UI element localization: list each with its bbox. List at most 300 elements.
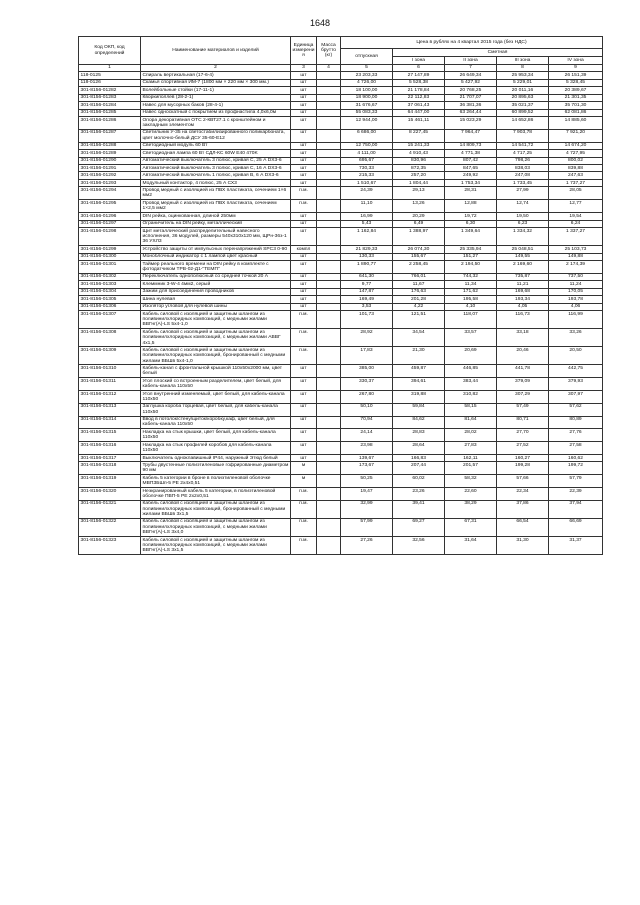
table-row — [79, 261, 603, 274]
cell-zone-3-price: 11,21 — [497, 281, 549, 288]
cell-code: 301-8156-01314 — [79, 416, 141, 429]
cell-release-price: 28,92 — [341, 329, 393, 347]
cell-unit: шт — [291, 142, 317, 149]
cell-mass — [317, 94, 341, 101]
cell-unit: шт — [291, 165, 317, 172]
cell-unit: шт — [291, 213, 317, 220]
cell-mass — [317, 179, 341, 186]
cell-code: 301-8156-01299 — [79, 246, 141, 253]
cell-zone-4-price: 1 737,27 — [549, 179, 603, 186]
cell-unit: м — [291, 475, 317, 488]
cell-code: 301-8156-01321 — [79, 500, 141, 518]
cell-name: Моноблочный индикатор с 1 лампой цвет красный — [141, 253, 291, 260]
table-row — [79, 487, 603, 500]
cell-zone-2-price: 36 381,36 — [445, 102, 497, 109]
cell-unit: шт — [291, 102, 317, 109]
cell-name: Накладка на стык крышки, цвет белый, для кабель-канала 110х50 — [141, 429, 291, 442]
cell-release-price: 17,83 — [341, 347, 393, 365]
cell-zone-3-price: 116,73 — [497, 311, 549, 329]
cell-unit: шт — [291, 273, 317, 280]
table-row — [79, 179, 603, 186]
cell-name: Накладка на стык профилей коробов для кабель-канала 110х50 — [141, 442, 291, 455]
cell-mass — [317, 500, 341, 518]
price-table-container — [78, 36, 603, 555]
cell-zone-2-price: 33,57 — [445, 329, 497, 347]
cell-zone-3-price: 27,52 — [497, 442, 549, 455]
cell-code: 301-8156-01316 — [79, 442, 141, 455]
cell-mass — [317, 416, 341, 429]
cell-zone-2-price: 27,83 — [445, 442, 497, 455]
cell-zone-2-price: 171,62 — [445, 288, 497, 295]
cell-mass — [317, 273, 341, 280]
cell-name: Провод медный с изоляцией из ПВХ пластиката, сечением 1×6 мм2 — [141, 187, 291, 200]
cell-zone-1-price: 11,67 — [393, 281, 445, 288]
cell-unit: п.м. — [291, 187, 317, 200]
column-index-cell: 6 — [393, 65, 445, 72]
cell-unit: шт — [291, 172, 317, 179]
cell-zone-3-price: 5 229,01 — [497, 79, 549, 86]
header-name: Наименование материалов и изделий — [141, 37, 291, 65]
cell-zone-4-price: 5 328,45 — [549, 79, 603, 86]
cell-zone-3-price: 735,87 — [497, 273, 549, 280]
cell-release-price: 31 676,67 — [341, 102, 393, 109]
column-index-row — [79, 65, 603, 72]
cell-zone-4-price: 27,76 — [549, 429, 603, 442]
cell-zone-3-price: 31,30 — [497, 536, 549, 554]
cell-zone-2-price: 310,82 — [445, 391, 497, 404]
cell-zone-2-price: 38,29 — [445, 500, 497, 518]
cell-unit: шт — [291, 72, 317, 79]
table-row — [79, 454, 603, 461]
cell-zone-2-price: 383,44 — [445, 378, 497, 391]
cell-code: 301-8156-01292 — [79, 172, 141, 179]
table-row — [79, 288, 603, 295]
cell-zone-4-price: 442,75 — [549, 365, 603, 378]
table-row — [79, 253, 603, 260]
cell-zone-1-price: 1 388,97 — [393, 227, 445, 245]
cell-zone-4-price: 35 701,30 — [549, 102, 603, 109]
table-row — [79, 200, 603, 213]
cell-zone-4-price: 11,24 — [549, 281, 603, 288]
cell-mass — [317, 442, 341, 455]
cell-name: Навес односкатный с покрытием из профнастила 4,0х6,0м — [141, 109, 291, 116]
cell-zone-1-price: 6,49 — [393, 220, 445, 227]
cell-name: Светодиодный модуль 60 Вт — [141, 142, 291, 149]
cell-zone-1-price: 121,51 — [393, 311, 445, 329]
cell-release-price: 70,94 — [341, 416, 393, 429]
cell-zone-3-price: 80,71 — [497, 416, 549, 429]
cell-unit: п.м. — [291, 500, 317, 518]
cell-mass — [317, 475, 341, 488]
cell-zone-4-price: 4,06 — [549, 303, 603, 310]
table-row — [79, 220, 603, 227]
cell-release-price: 101,73 — [341, 311, 393, 329]
cell-zone-3-price: 160,27 — [497, 454, 549, 461]
table-row — [79, 347, 603, 365]
cell-mass — [317, 220, 341, 227]
cell-zone-2-price: 151,27 — [445, 253, 497, 260]
table-row — [79, 227, 603, 245]
cell-zone-2-price: 67,31 — [445, 518, 497, 536]
table-row — [79, 378, 603, 391]
cell-release-price: 730,33 — [341, 165, 393, 172]
cell-zone-1-price: 29,13 — [393, 187, 445, 200]
cell-zone-4-price: 12,77 — [549, 200, 603, 213]
cell-zone-1-price: 2 258,45 — [393, 261, 445, 274]
table-row — [79, 129, 603, 142]
cell-zone-1-price: 26 074,30 — [393, 246, 445, 253]
cell-release-price: 55 083,33 — [341, 109, 393, 116]
cell-zone-1-price: 394,61 — [393, 378, 445, 391]
cell-zone-1-price: 1 804,44 — [393, 179, 445, 186]
cell-unit: шт — [291, 94, 317, 101]
cell-zone-3-price: 4,05 — [497, 303, 549, 310]
cell-zone-1-price: 201,28 — [393, 296, 445, 303]
cell-mass — [317, 87, 341, 94]
cell-name: Переключатель однополюсный со средней точкой 20 А — [141, 273, 291, 280]
cell-name: Трубы двустенные полиэтиленовые гофрированные диаметром 90 мм — [141, 462, 291, 475]
table-row — [79, 94, 603, 101]
cell-code: 301-8156-01310 — [79, 365, 141, 378]
cell-unit: шт — [291, 116, 317, 129]
table-row — [79, 102, 603, 109]
cell-name: Спираль вертикальная (17-6-4) — [141, 72, 291, 79]
table-row — [79, 429, 603, 442]
cell-zone-1-price: 20,29 — [393, 213, 445, 220]
cell-unit: шт — [291, 281, 317, 288]
cell-zone-2-price: 63 264,44 — [445, 109, 497, 116]
table-row — [79, 296, 603, 303]
cell-name: Провод медный с изоляцией из ПВХ пластиката, сечением 1×2,5 мм2 — [141, 200, 291, 213]
cell-zone-4-price: 27,58 — [549, 442, 603, 455]
cell-zone-2-price: 6,30 — [445, 220, 497, 227]
cell-zone-2-price: 847,65 — [445, 165, 497, 172]
cell-release-price: 130,33 — [341, 253, 393, 260]
cell-zone-1-price: 166,83 — [393, 454, 445, 461]
cell-mass — [317, 429, 341, 442]
cell-zone-2-price: 12,88 — [445, 200, 497, 213]
cell-zone-3-price: 57,66 — [497, 475, 549, 488]
table-row — [79, 79, 603, 86]
cell-name: Кворкиполлев (28-2-1) — [141, 94, 291, 101]
table-row — [79, 273, 603, 280]
cell-unit: п.м. — [291, 329, 317, 347]
cell-zone-3-price: 37,86 — [497, 500, 549, 518]
cell-mass — [317, 391, 341, 404]
table-row — [79, 416, 603, 429]
cell-zone-2-price: 22,60 — [445, 487, 497, 500]
cell-zone-3-price: 25 048,51 — [497, 246, 549, 253]
cell-code: 301-8156-01312 — [79, 391, 141, 404]
cell-zone-1-price: 22 112,83 — [393, 94, 445, 101]
cell-code: 301-8156-01298 — [79, 227, 141, 245]
cell-zone-4-price: 14 674,20 — [549, 142, 603, 149]
cell-zone-4-price: 31,37 — [549, 536, 603, 554]
cell-unit: шт — [291, 365, 317, 378]
cell-zone-4-price: 4 727,95 — [549, 150, 603, 157]
cell-unit: шт — [291, 179, 317, 186]
cell-release-price: 12 944,00 — [341, 116, 393, 129]
cell-zone-4-price: 193,78 — [549, 296, 603, 303]
cell-release-price: 1 510,67 — [341, 179, 393, 186]
cell-unit: шт — [291, 150, 317, 157]
cell-zone-1-price: 5 528,38 — [393, 79, 445, 86]
cell-unit: шт — [291, 253, 317, 260]
cell-mass — [317, 246, 341, 253]
cell-unit: компл — [291, 246, 317, 253]
header-unit: Единица измерения — [291, 37, 317, 65]
cell-zone-3-price: 27,99 — [497, 187, 549, 200]
cell-unit: шт — [291, 442, 317, 455]
cell-code: 301-8156-01283 — [79, 94, 141, 101]
cell-unit: шт — [291, 416, 317, 429]
cell-name: Автоматический выключатель 1 полюс, кривая В, 6 А DX3-6 — [141, 172, 291, 179]
cell-zone-1-price: 27 147,89 — [393, 72, 445, 79]
cell-zone-1-price: 257,20 — [393, 172, 445, 179]
cell-zone-3-price: 66,54 — [497, 518, 549, 536]
cell-zone-3-price: 7 903,78 — [497, 129, 549, 142]
cell-zone-4-price: 800,02 — [549, 157, 603, 164]
cell-zone-3-price: 169,68 — [497, 288, 549, 295]
cell-zone-4-price: 839,88 — [549, 165, 603, 172]
cell-release-price: 147,87 — [341, 288, 393, 295]
cell-unit: м — [291, 462, 317, 475]
cell-zone-3-price: 12,74 — [497, 200, 549, 213]
cell-zone-1-price: 13,26 — [393, 200, 445, 213]
table-row — [79, 72, 603, 79]
cell-zone-4-price: 80,89 — [549, 416, 603, 429]
cell-code: 301-8156-01304 — [79, 288, 141, 295]
cell-release-price: 18 100,00 — [341, 87, 393, 94]
cell-code: 301-8156-01286 — [79, 116, 141, 129]
cell-release-price: 6 686,00 — [341, 129, 393, 142]
cell-code: 301-8156-01282 — [79, 87, 141, 94]
cell-zone-1-price: 37 061,43 — [393, 102, 445, 109]
cell-code: 301-8156-01301 — [79, 261, 141, 274]
cell-zone-3-price: 19,50 — [497, 213, 549, 220]
cell-name: Выключатель одноклавишный IP44, наружный Этюд белый — [141, 454, 291, 461]
table-row — [79, 475, 603, 488]
cell-zone-4-price: 33,26 — [549, 329, 603, 347]
cell-zone-4-price: 19,54 — [549, 213, 603, 220]
cell-mass — [317, 200, 341, 213]
cell-code: 301-8156-01294 — [79, 187, 141, 200]
cell-code: 301-8156-01303 — [79, 281, 141, 288]
cell-mass — [317, 536, 341, 554]
cell-mass — [317, 347, 341, 365]
cell-zone-1-price: 39,41 — [393, 500, 445, 518]
column-index-cell: 2 — [141, 65, 291, 72]
cell-zone-2-price: 201,57 — [445, 462, 497, 475]
cell-zone-3-price: 57,49 — [497, 403, 549, 416]
cell-name: Автоматический выключатель 3 полюс, кривая С, 16 А DX3-6 — [141, 165, 291, 172]
cell-code: 301-8156-01291 — [79, 165, 141, 172]
cell-zone-2-price: 5 427,92 — [445, 79, 497, 86]
cell-zone-1-price: 64 447,00 — [393, 109, 445, 116]
table-row — [79, 157, 603, 164]
cell-zone-4-price: 20,50 — [549, 347, 603, 365]
cell-zone-4-price: 116,99 — [549, 311, 603, 329]
cell-release-price: 4 111,00 — [341, 150, 393, 157]
cell-code: 301-8156-01285 — [79, 109, 141, 116]
cell-code: 301-8156-01288 — [79, 142, 141, 149]
table-row — [79, 500, 603, 518]
cell-zone-3-price: 20,46 — [497, 347, 549, 365]
cell-zone-4-price: 21 301,35 — [549, 94, 603, 101]
cell-zone-1-price: 207,44 — [393, 462, 445, 475]
cell-zone-3-price: 199,28 — [497, 462, 549, 475]
cell-unit: шт — [291, 79, 317, 86]
cell-mass — [317, 102, 341, 109]
table-row — [79, 187, 603, 200]
header-zone-2: II зона — [445, 57, 497, 65]
cell-name: Угол внутренний изменяемый, цвет белый, для кабель-канала 110х50 — [141, 391, 291, 404]
cell-unit: шт — [291, 378, 317, 391]
cell-code: 301-8156-01302 — [79, 273, 141, 280]
cell-name: Автоматический выключатель 3 полюс, кривая С, 25 А DX3-6 — [141, 157, 291, 164]
cell-release-price: 24,14 — [341, 429, 393, 442]
cell-code: 118-0126 — [79, 79, 141, 86]
cell-zone-4-price: 379,93 — [549, 378, 603, 391]
cell-zone-4-price: 170,05 — [549, 288, 603, 295]
cell-zone-4-price: 57,62 — [549, 403, 603, 416]
cell-zone-2-price: 249,92 — [445, 172, 497, 179]
table-row — [79, 165, 603, 172]
cell-zone-1-price: 872,35 — [393, 165, 445, 172]
cell-zone-2-price: 15 023,29 — [445, 116, 497, 129]
table-row — [79, 311, 603, 329]
cell-zone-3-price: 27,70 — [497, 429, 549, 442]
cell-release-price: 57,99 — [341, 518, 393, 536]
cell-zone-3-price: 14 541,72 — [497, 142, 549, 149]
cell-mass — [317, 165, 341, 172]
cell-unit: шт — [291, 87, 317, 94]
cell-code: 301-8156-01295 — [79, 200, 141, 213]
cell-zone-3-price: 33,18 — [497, 329, 549, 347]
cell-unit: шт — [291, 288, 317, 295]
cell-release-price: 330,37 — [341, 378, 393, 391]
cell-zone-1-price: 28,83 — [393, 429, 445, 442]
cell-unit: п.м. — [291, 200, 317, 213]
cell-mass — [317, 227, 341, 245]
header-estimate: Сметная — [393, 49, 603, 57]
cell-release-price: 23 203,33 — [341, 72, 393, 79]
cell-zone-1-price: 319,88 — [393, 391, 445, 404]
table-row — [79, 281, 603, 288]
cell-release-price: 23,98 — [341, 442, 393, 455]
cell-zone-1-price: 34,54 — [393, 329, 445, 347]
page-number: 1648 — [309, 18, 331, 28]
cell-code: 118-0125 — [79, 72, 141, 79]
cell-zone-3-price: 1 733,45 — [497, 179, 549, 186]
cell-zone-2-price: 11,34 — [445, 281, 497, 288]
table-row — [79, 403, 603, 416]
cell-code: 301-8156-01309 — [79, 347, 141, 365]
cell-zone-1-price: 21,30 — [393, 347, 445, 365]
cell-zone-2-price: 20 768,25 — [445, 87, 497, 94]
cell-code: 301-8156-01305 — [79, 296, 141, 303]
cell-unit: шт — [291, 391, 317, 404]
cell-zone-2-price: 1 349,64 — [445, 227, 497, 245]
cell-release-price: 267,80 — [341, 391, 393, 404]
cell-zone-3-price: 25 953,34 — [497, 72, 549, 79]
cell-zone-1-price: 176,63 — [393, 288, 445, 295]
cell-zone-1-price: 15 461,11 — [393, 116, 445, 129]
cell-name: Заглушка короба торцевая, цвет белый, для кабель-канала 110х50 — [141, 403, 291, 416]
column-index-cell: 3 — [291, 65, 317, 72]
cell-mass — [317, 129, 341, 142]
cell-unit: шт — [291, 129, 317, 142]
cell-zone-2-price: 25 335,94 — [445, 246, 497, 253]
cell-zone-2-price: 807,42 — [445, 157, 497, 164]
table-row — [79, 109, 603, 116]
cell-release-price: 139,67 — [341, 454, 393, 461]
cell-code: 301-8156-01317 — [79, 454, 141, 461]
cell-zone-3-price: 379,09 — [497, 378, 549, 391]
cell-name: Навес для мусорных баков (28-4-1) — [141, 102, 291, 109]
cell-mass — [317, 142, 341, 149]
table-row — [79, 213, 603, 220]
cell-mass — [317, 365, 341, 378]
cell-name: Зажим для присоединения проводников — [141, 288, 291, 295]
cell-zone-2-price: 446,85 — [445, 365, 497, 378]
cell-zone-3-price: 6,23 — [497, 220, 549, 227]
cell-release-price: 1 890,77 — [341, 261, 393, 274]
header-zone-1: I зона — [393, 57, 445, 65]
header-mass: Масса брутто (кг) — [317, 37, 341, 65]
cell-name: Ограничитель на DIN рейку, металлический — [141, 220, 291, 227]
column-index-cell: 1 — [79, 65, 141, 72]
cell-code: 301-8156-01287 — [79, 129, 141, 142]
cell-zone-3-price: 149,55 — [497, 253, 549, 260]
cell-name: Светильник У-35 на светостабилизированного поликарбоната, цвет молочно-белый ДСУ 35-60-Ε12 — [141, 129, 291, 142]
cell-unit: шт — [291, 429, 317, 442]
header-price-group: Цена в рублях на 4 квартал 2015 года (без НДС) — [341, 37, 603, 49]
header-release: отпускная — [341, 49, 393, 65]
cell-code: 301-8156-01300 — [79, 253, 141, 260]
header-zone-4: IV зона — [549, 57, 603, 65]
cell-mass — [317, 329, 341, 347]
cell-code: 301-8156-01315 — [79, 429, 141, 442]
cell-zone-3-price: 22,34 — [497, 487, 549, 500]
cell-release-price: 50,25 — [341, 475, 393, 488]
column-index-cell: 5 — [341, 65, 393, 72]
cell-name: Щит металлический распределительный навесного исполнения, 36 модулей, размеры 540х310х120 мм, ЩРн-36з-1 36 УХЛ3 — [141, 227, 291, 245]
cell-name: Изолятор угловой для нулевой шины — [141, 303, 291, 310]
cell-zone-1-price: 4 910,43 — [393, 150, 445, 157]
cell-zone-1-price: 21 178,84 — [393, 87, 445, 94]
table-row — [79, 142, 603, 149]
cell-zone-4-price: 57,79 — [549, 475, 603, 488]
cell-name: Кабель 5 категории в броне в полиэтиленовой оболочке МВПЗБШп-5 PE 2х4х0,51 — [141, 475, 291, 488]
table-row — [79, 116, 603, 129]
cell-mass — [317, 311, 341, 329]
cell-mass — [317, 462, 341, 475]
cell-mass — [317, 253, 341, 260]
cell-zone-1-price: 830,96 — [393, 157, 445, 164]
cell-name: Опора декоративная ОТС 2-КВТ27.1 с кронштейном и закладным элементом — [141, 116, 291, 129]
cell-mass — [317, 303, 341, 310]
cell-unit: шт — [291, 220, 317, 227]
cell-mass — [317, 150, 341, 157]
cell-zone-1-price: 766,01 — [393, 273, 445, 280]
cell-unit: шт — [291, 157, 317, 164]
cell-zone-4-price: 247,63 — [549, 172, 603, 179]
cell-mass — [317, 454, 341, 461]
cell-zone-4-price: 26 151,39 — [549, 72, 603, 79]
cell-zone-3-price: 1 334,32 — [497, 227, 549, 245]
cell-zone-2-price: 7 964,47 — [445, 129, 497, 142]
